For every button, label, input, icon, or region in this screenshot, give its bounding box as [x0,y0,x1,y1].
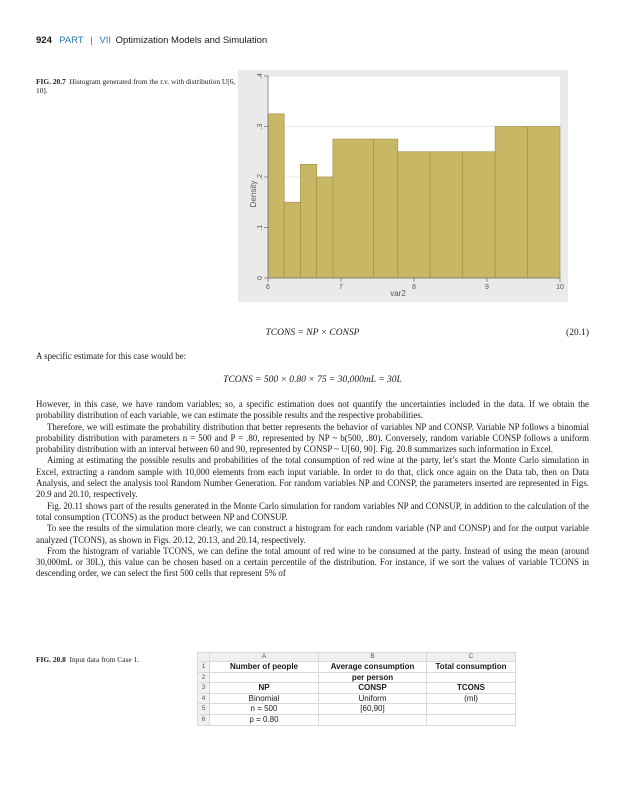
x-tick-label: 7 [339,284,343,291]
paragraph-4: Fig. 20.11 shows part of the results generated in the Monte Carlo simulation for random variables NP and CONSUP, in addition to the calculation of the total consumption (TCONS) as the product between NP and CONSUP. [36,500,589,522]
histogram-bar [317,177,333,278]
input-data-table [197,652,516,726]
table-row [198,693,516,704]
row-number: 4 [198,693,210,704]
table-cell: Uniform [319,693,427,704]
histogram-bar [430,152,462,278]
table-cell: Number of people [210,662,319,673]
table-cell: Average consumption [319,662,427,673]
y-tick-label: .3 [257,123,264,130]
page-number: 924 [36,35,52,46]
histogram-chart [238,70,568,302]
equation-2-text: TCONS = 500 × 0.80 × 75 = 30,000mL = 30L [223,375,402,385]
table-row [198,662,516,673]
equation-20-1-text: TCONS = NP × CONSP [265,328,360,338]
column-header: A [210,653,319,662]
table-cell: p = 0.80 [210,714,319,725]
y-tick-label: .4 [257,73,264,79]
row-number: 1 [198,662,210,673]
table-cell: n = 500 [210,704,319,715]
paragraph-5: To see the results of the simulation more clearly, we can construct a histogram for each random variable (NP and CONSP) and for the output variable analyzed (TCONS), as shown in Figs. 20.12, 20.13, and 20.14, respectively. [36,523,589,545]
histogram-bar [495,127,527,279]
specific-estimate-line: A specific estimate for this case would be: [36,351,187,361]
table-cell [319,714,427,725]
equation-20-1-number: (20.1) [566,328,589,338]
x-tick-label: 8 [412,284,416,291]
row-number: 6 [198,714,210,725]
figure-20-8-caption [36,655,186,664]
table-cell: (ml) [427,693,516,704]
paragraph-1: However, in this case, we have random variables; so, a specific estimation does not quantify the uncertainties included in the data. If we obtain the probability distribution of each variable, we can estimate the possible results and the respective probabilities. [36,399,589,421]
row-number: 2 [198,672,210,683]
table-cell: per person [319,672,427,683]
paragraph-2: Therefore, we will estimate the probability distribution that better represents the behavior of variables NP and CONSP. Variable NP follows a binomial probability distribution with parameters n = 500 and P = .80, represented by NP ~ b(500, .80). Conversely, random variable CONSP follows a uniform probability distribution with an interval between 60 and 90, represented by CONSP ~ U[60, 90]. Fig. 20.8 summarizes such information in Excel. [36,421,589,455]
running-head [36,35,267,46]
row-number: 5 [198,704,210,715]
column-header: C [427,653,516,662]
table-cell [210,672,319,683]
table-cell [427,672,516,683]
table-row [198,672,516,683]
histogram-bar [284,202,300,278]
part-number: VII [99,35,111,46]
histogram-bar [373,139,397,278]
corner-cell [198,653,210,662]
histogram-bar [333,139,374,278]
table-row [198,704,516,715]
table-cell: [60,90] [319,704,427,715]
table-cell: CONSP [319,683,427,694]
figure-20-8-label: FIG. 20.8 [36,655,66,664]
y-tick-label: .2 [257,174,264,180]
table-row [198,714,516,725]
figure-20-7-caption-text: Histogram generated from the r.v. with distribution U[6, 10]. [36,77,236,95]
table-cell: TCONS [427,683,516,694]
y-tick-label: .1 [257,224,264,231]
part-separator: | [90,35,93,46]
x-tick-label: 10 [556,284,564,291]
row-number: 3 [198,683,210,694]
table-cell [427,704,516,715]
y-axis-label: Density [249,180,258,208]
table-cell [427,714,516,725]
y-tick-label: 0 [257,276,264,280]
x-axis-label: var2 [390,289,406,298]
table-cell: NP [210,683,319,694]
part-label: PART [59,35,84,46]
paragraph-3: Aiming at estimating the possible results and probabilities of the total consumption of red wine at the party, let’s start the Monte Carlo simulation in Excel, extracting a random sample with 10,000 elements from each input variable. In order to do that, click once again on the Data tab, then on Data Analysis, and select the analysis tool Random Number Generation. For random variables NP and CONSP, the parameters inserted are represented in Figs. 20.9 and 20.10, respectively. [36,455,589,500]
histogram-bar [300,164,316,278]
table-cell: Binomial [210,693,319,704]
table-row [198,683,516,694]
paragraph-6: From the histogram of variable TCONS, we can define the total amount of red wine to be consumed at the party. Instead of using the mean (around 30,000mL or 30L), this value can be chosen based on a certain percentile of the distribution. For instance, if we sort the values of variable TCONS in descending order, we can select the first 500 cells that represent 5% of [36,545,589,579]
equation-20-1 [36,328,589,340]
histogram-bar [528,127,560,279]
equation-2 [36,375,589,387]
figure-20-8-caption-text: Input data from Case 1. [69,655,140,664]
table-cell: Total consumption [427,662,516,673]
part-title: Optimization Models and Simulation [115,35,268,46]
body-text [36,399,589,580]
histogram-bar [268,114,284,278]
histogram-bar [463,152,495,278]
histogram-bar [398,152,430,278]
x-tick-label: 9 [485,284,489,291]
figure-20-7-label: FIG. 20.7 [36,77,66,86]
figure-20-7-caption [36,77,236,95]
column-header: B [319,653,427,662]
x-tick-label: 6 [266,284,270,291]
